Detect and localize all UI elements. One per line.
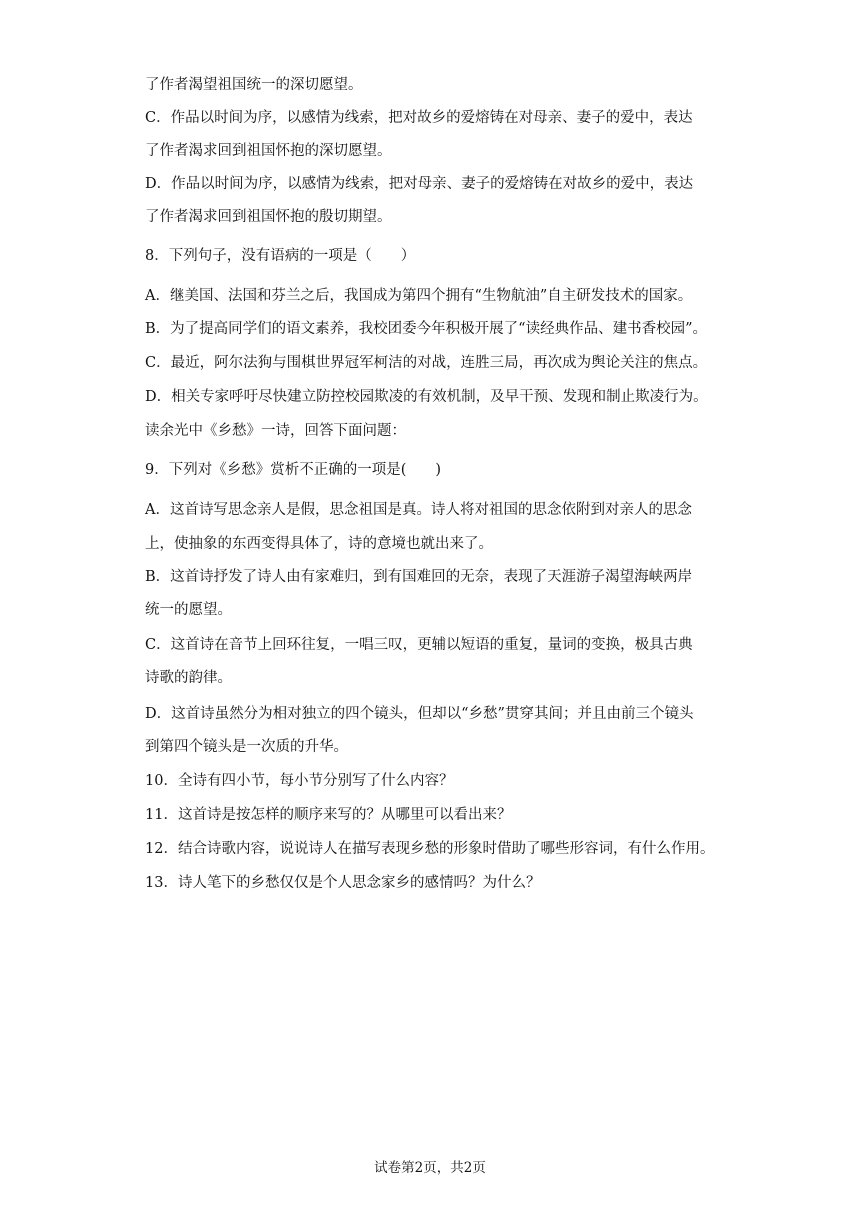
option-c-line: C．这首诗在音节上回环往复，一唱三叹，更辅以短语的重复，量词的变换，极具古典 [145, 637, 693, 653]
option-b-line: B．为了提高同学们的语文素养，我校团委今年积极开展了“读经典作品、建书香校园”。 [145, 321, 707, 337]
text-line: 了作者渴望祖国统一的深切愿望。 [145, 77, 363, 93]
option-a-line: A．继美国、法国和芬兰之后，我国成为第四个拥有“生物航油”自主研发技术的国家。 [145, 288, 693, 304]
option-d-line: D．作品以时间为序，以感情为线索，把对母亲、妻子的爱熔铸在对故乡的爱中，表达 [145, 176, 694, 192]
page-footer: 试卷第2页，共2页 [374, 1160, 486, 1176]
question-13: 13．诗人笔下的乡愁仅仅是个人思念家乡的感情吗？为什么？ [145, 875, 541, 891]
option-d-line: D．这首诗虽然分为相对独立的四个镜头，但却以“乡愁”贯穿其间；并且由前三个镜头 [145, 706, 694, 722]
text-line: 诗歌的韵律。 [145, 670, 232, 686]
reading-instruction: 读余光中《乡愁》一诗，回答下面问题： [145, 423, 406, 439]
text-line: 了作者渴求回到祖国怀抱的深切愿望。 [145, 143, 392, 159]
text-line: 到第四个镜头是一次质的升华。 [145, 739, 348, 755]
question-8: 8．下列句子，没有语病的一项是（ ） [145, 248, 416, 264]
text-line: 统一的愿望。 [145, 602, 232, 618]
question-10: 10．全诗有四小节，每小节分别写了什么内容？ [145, 773, 454, 789]
question-12: 12．结合诗歌内容，说说诗人在描写表现乡愁的形象时借助了哪些形容词，有什么作用。 [145, 841, 715, 857]
text-line: 上，使抽象的东西变得具体了，诗的意境也就出来了。 [145, 536, 493, 552]
text-line: 了作者渴求回到祖国怀抱的殷切期望。 [145, 209, 392, 225]
option-c-line: C．最近，阿尔法狗与围棋世界冠军柯洁的对战，连胜三局，再次成为舆论关注的焦点。 [145, 355, 708, 371]
option-b-line: B．这首诗抒发了诗人由有家难归，到有国难回的无奈，表现了天涯游子渴望海峡两岸 [145, 569, 693, 585]
option-d-line: D．相关专家呼吁尽快建立防控校园欺凌的有效机制，及早干预、发现和制止欺凌行为。 [145, 389, 708, 405]
question-9: 9．下列对《乡愁》赏析不正确的一项是( ) [145, 462, 442, 478]
question-11: 11．这首诗是按怎样的顺序来写的？从哪里可以看出来？ [145, 807, 512, 823]
option-c-line: C．作品以时间为序，以感情为线索，把对故乡的爱熔铸在对母亲、妻子的爱中，表达 [145, 110, 693, 126]
option-a-line: A．这首诗写思念亲人是假，思念祖国是真。诗人将对祖国的思念依附到对亲人的思念 [145, 502, 692, 518]
